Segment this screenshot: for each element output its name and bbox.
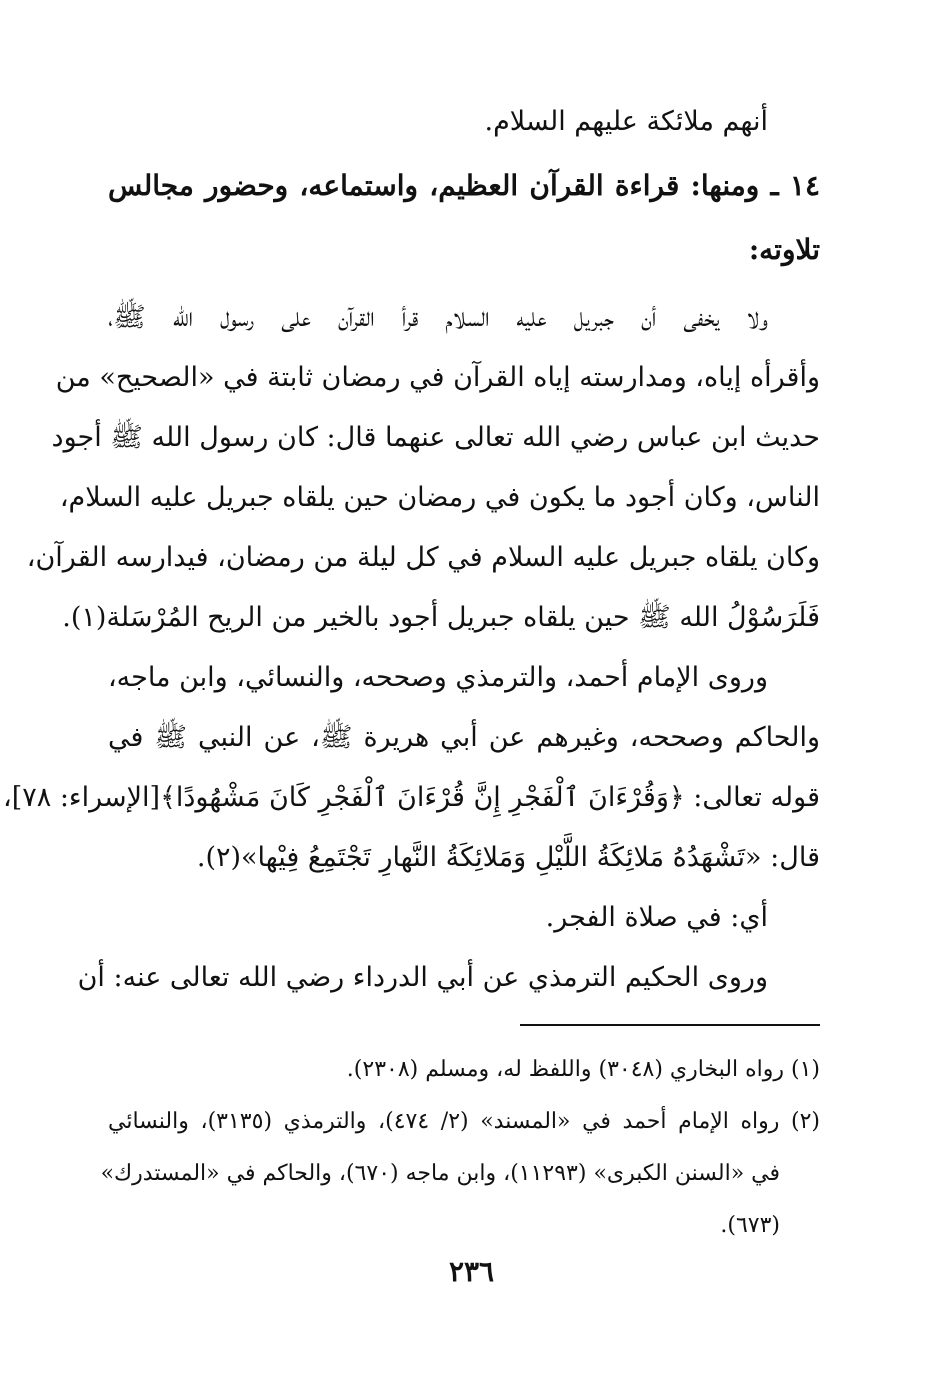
main-text xyxy=(2,92,820,1008)
page-number: ٢٣٦ xyxy=(448,1255,495,1288)
paragraph-line: فَلَرَسُوْلُ الله ﷺ حين يلقاه جبريل أجود بالخير من الريح المُرْسَلة(١). xyxy=(62,602,820,633)
quran-verse-line: قوله تعالى: ﴿وَقُرْءَانَ ٱلْفَجْرِ إِنَّ قُرْءَانَ ٱلْفَجْرِ كَانَ مَشْهُودًا﴾[الإسراء: ٧٨]، xyxy=(2,782,820,813)
section-heading-continued: تلاوته: xyxy=(748,233,820,266)
text-line: أنهم ملائكة عليهم السلام. xyxy=(484,106,768,137)
paragraph-line: وأقرأه إياه، ومدارسته إياه القرآن في رمضان ثابتة في «الصحيح» من xyxy=(55,362,820,393)
paragraph-line: والحاكم وصححه، وغيرهم عن أبي هريرة ﷺ، عن النبي ﷺ في xyxy=(108,722,820,753)
footnote-divider xyxy=(520,1024,820,1026)
paragraph-line: ولا يخفى أن جبريل عليه السلام قرأ القرآن على رسول الله ﷺ، xyxy=(108,302,768,333)
footnote-2-continued: (٦٧٣). xyxy=(720,1213,780,1238)
footnote-1: (١) رواه البخاري (٣٠٤٨) واللفظ له، ومسلم (٢٣٠٨). xyxy=(346,1057,820,1082)
paragraph-line: وروى الحكيم الترمذي عن أبي الدرداء رضي الله تعالى عنه: أن xyxy=(77,962,768,993)
paragraph-line: حديث ابن عباس رضي الله تعالى عنهما قال: كان رسول الله ﷺ أجود xyxy=(51,422,820,453)
paragraph-line: الناس، وكان أجود ما يكون في رمضان حين يلقاه جبريل عليه السلام، xyxy=(59,482,820,513)
footnote-2: (٢) رواه الإمام أحمد في «المسند» (٢/ ٤٧٤)، والترمذي (٣١٣٥)، والنسائي xyxy=(108,1109,821,1134)
section-heading: ١٤ ـ ومنها: قراءة القرآن العظيم، واستماعه، وحضور مجالس xyxy=(108,169,820,202)
paragraph-line: وكان يلقاه جبريل عليه السلام في كل ليلة من رمضان، فيدارسه القرآن، xyxy=(26,542,820,573)
footnotes xyxy=(100,1044,821,1252)
hadith-quote-line: قال: «تَشْهَدُهُ مَلائِكَةُ اللَّيْلِ وَمَلائِكَةُ النَّهارِ تَجْتَمِعُ فِيْها»(٢). xyxy=(196,842,820,873)
footnote-2-continued: في «السنن الكبرى» (١١٢٩٣)، وابن ماجه (٦٧٠)، والحاكم في «المستدرك» xyxy=(100,1161,780,1186)
paragraph-line: أي: في صلاة الفجر. xyxy=(545,902,768,933)
paragraph-line: وروى الإمام أحمد، والترمذي وصححه، والنسائي، وابن ماجه، xyxy=(107,662,768,693)
